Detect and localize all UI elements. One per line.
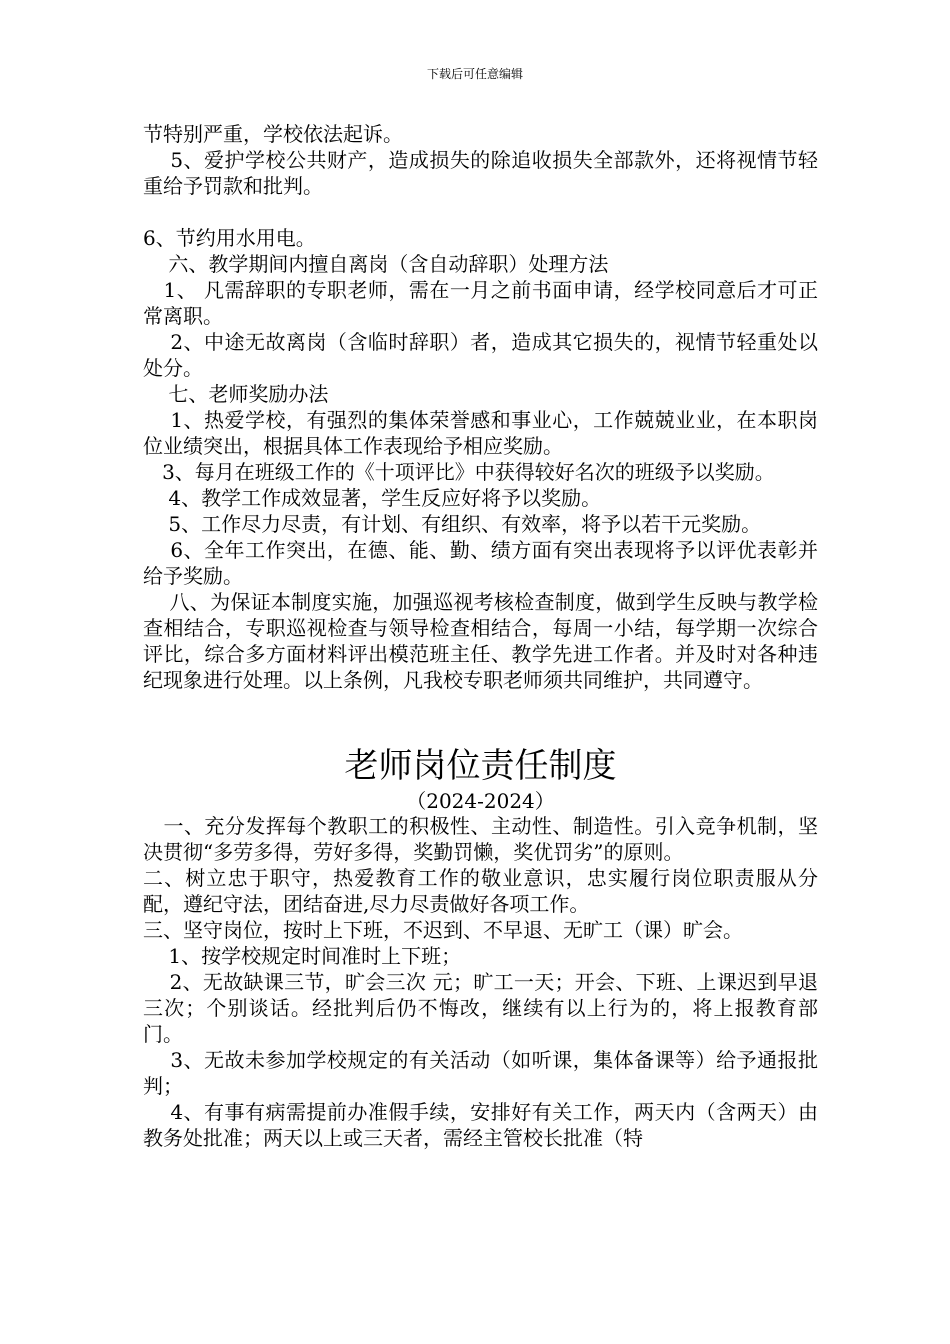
- paragraph: 6、全年工作突出，在德、能、勤、绩方面有突出表现将予以评优表彰并给予奖励。: [143, 538, 818, 588]
- paragraph: 2、中途无故离岗（含临时辞职）者，造成其它损失的，视情节轻重处以处分。: [143, 330, 818, 380]
- paragraph: 1、 凡需辞职的专职老师，需在一月之前书面申请，经学校同意后才可正常离职。: [143, 278, 818, 328]
- paragraph: 4、有事有病需提前办准假手续，安排好有关工作，两天内（含两天）由教务处批准；两天以上或三天者，需经主管校长批准（特: [143, 1100, 818, 1150]
- paragraph: 三、坚守岗位，按时上下班，不迟到、不早退、无旷工（课）旷会。: [143, 918, 743, 942]
- document-body: [143, 121, 818, 1151]
- document-title: 老师岗位责任制度: [344, 746, 617, 786]
- document-subtitle: （2024-2024）: [406, 789, 555, 813]
- paragraph: 八、为保证本制度实施，加强巡视考核检查制度，做到学生反映与教学检查相结合，专职巡视检查与领导检查相结合，每周一小结，每学期一次综合评比，综合多方面材料评出模范班主任、教学先进工作者。并及时对各种违纪现象进行处理。以上条例，凡我校专职老师须共同维护，共同遵守。: [143, 590, 818, 692]
- paragraph: 5、爱护学校公共财产，造成损失的除追收损失全部款外，还将视情节轻重给予罚款和批判。: [143, 148, 818, 198]
- paragraph: 二、树立忠于职守，热爱教育工作的敬业意识，忠实履行岗位职责服从分配，遵纪守法，团结奋进,尽力尽责做好各项工作。: [143, 866, 818, 916]
- page-header: 下载后可任意编辑: [426, 67, 523, 81]
- paragraph: 1、按学校规定时间准时上下班；: [143, 944, 462, 968]
- section-heading: 六、教学期间内擅自离岗（含自动辞职）处理方法: [143, 252, 609, 276]
- paragraph: 3、每月在班级工作的《十项评比》中获得较好名次的班级予以奖励。: [143, 460, 775, 484]
- paragraph: 3、无故未参加学校规定的有关活动（如听课，集体备课等）给予通报批判；: [143, 1048, 818, 1098]
- section-heading: 七、老师奖励办法: [143, 382, 329, 406]
- paragraph: 2、无故缺课三节，旷会三次 元；旷工一天；开会、下班、上课迟到早退三次；个别谈话。经批判后仍不悔改，继续有以上行为的，将上报教育部门。: [143, 970, 818, 1046]
- paragraph: 5、工作尽力尽责，有计划、有组织、有效率，将予以若干元奖励。: [143, 512, 762, 536]
- blank-line: [143, 199, 818, 225]
- paragraph: 节特别严重，学校依法起诉。: [143, 122, 403, 146]
- paragraph: 一、充分发挥每个教职工的积极性、主动性、制造性。引入竞争机制，坚决贯彻“多劳多得，劳好多得，奖勤罚懒，奖优罚劣”的原则。: [143, 814, 818, 864]
- paragraph: 6、节约用水用电。: [143, 226, 316, 250]
- paragraph: 4、教学工作成效显著，学生反应好将予以奖励。: [143, 486, 602, 510]
- paragraph: 1、热爱学校，有强烈的集体荣誉感和事业心，工作兢兢业业，在本职岗位业绩突出，根据具体工作表现给予相应奖励。: [143, 408, 818, 458]
